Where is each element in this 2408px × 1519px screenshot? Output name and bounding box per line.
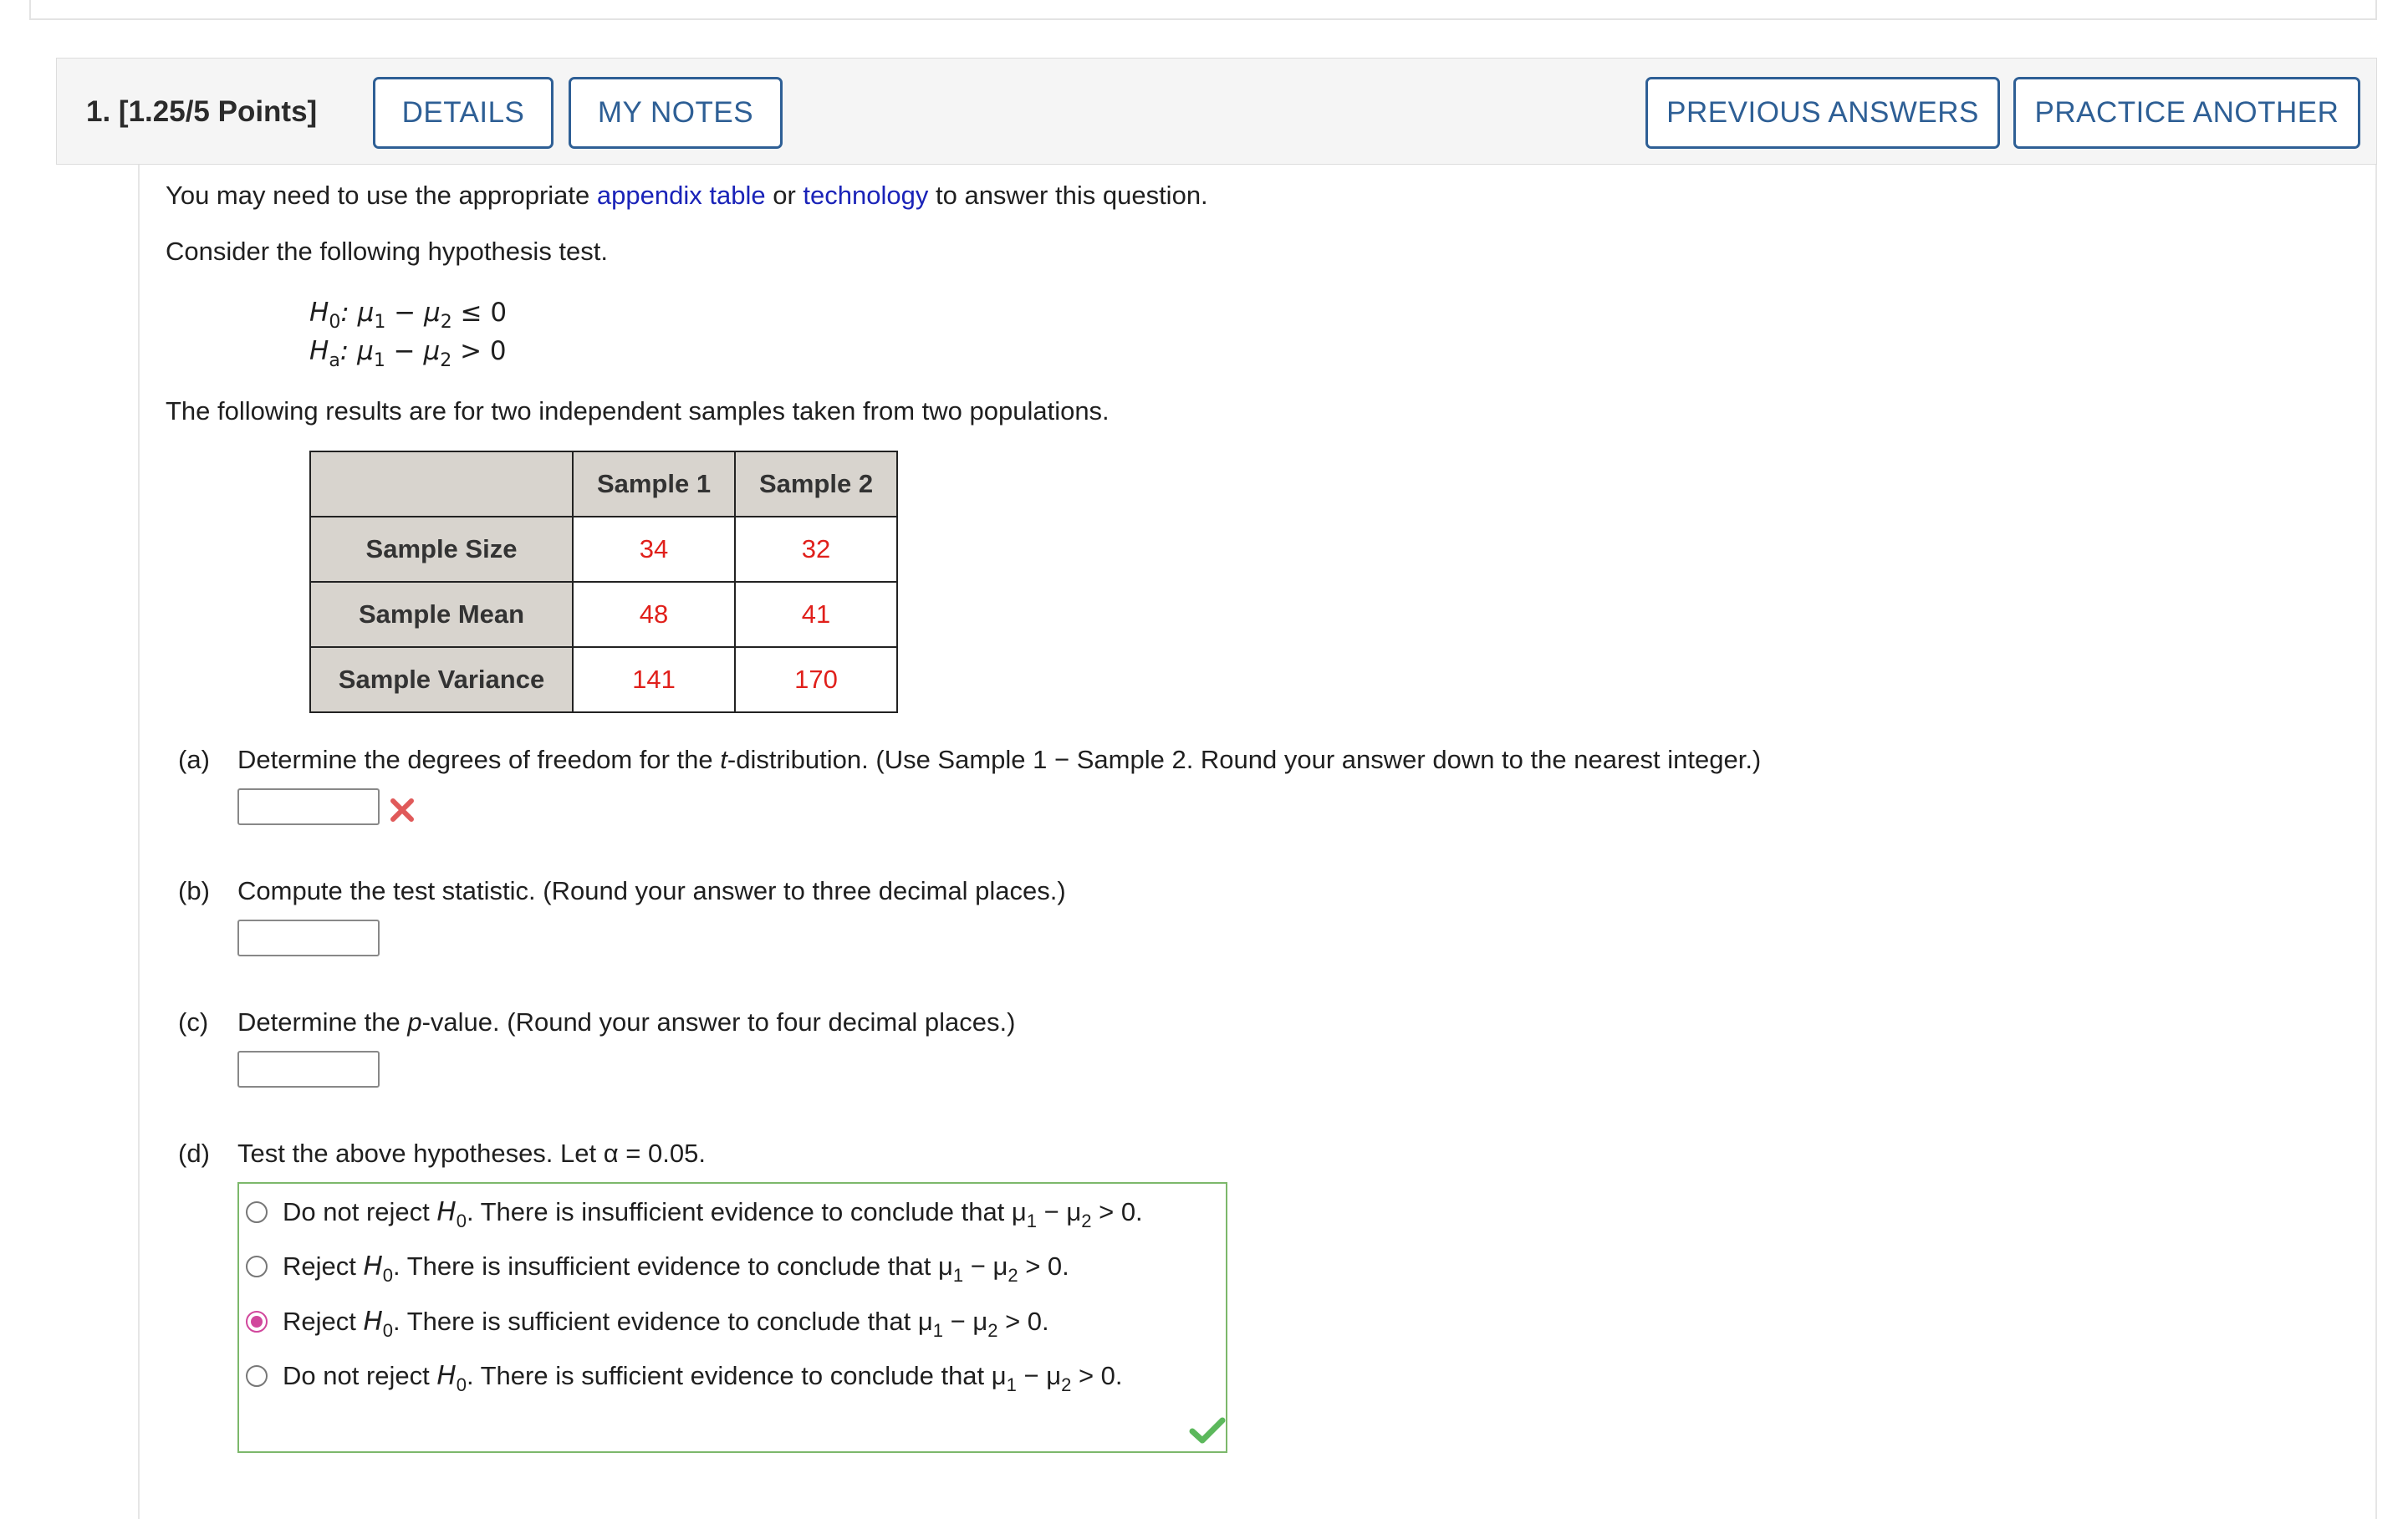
question-title: 1. [1.25/5 Points]: [86, 95, 318, 128]
column-header: Sample 1: [573, 451, 735, 517]
part-b-label: (b): [178, 876, 210, 905]
table-cell: 48: [573, 582, 735, 647]
results-text: The following results are for two independent samples taken from two populations.: [166, 396, 1110, 426]
intro-text: You may need to use the appropriate appendix table or technology to answer this question.: [166, 181, 1208, 210]
details-button[interactable]: DETAILS: [373, 77, 554, 149]
part-a-label: (a): [178, 745, 210, 774]
table-row: [310, 517, 897, 582]
part-c-input[interactable]: [237, 1051, 380, 1088]
radio-button-selected[interactable]: [246, 1311, 268, 1333]
part-c-label: (c): [178, 1007, 209, 1037]
table-cell: 141: [573, 647, 735, 712]
part-d-choices: Do not reject $H_0$. There is insufficient evidence to conclude that $\mu_1 - \mu_2 > 0$. Reject $H_0$. There is insufficient evidence to conclude that $\mu_1 - \mu_2 > 0$. Reject $H_0$. There is sufficient evidence to conclude that $\mu_1 - \mu_2 > 0$. Do not reject $H_0$. There is sufficient evidence to conclude that $\mu_1 - \mu_2 > 0$.: [237, 1182, 1227, 1453]
correct-check-icon: [1189, 1416, 1226, 1445]
table-row: [310, 647, 897, 712]
part-d-prompt: Test the above hypotheses. Let α = 0.05.: [237, 1139, 706, 1168]
previous-question-frame: [29, 0, 2377, 20]
question-header: [56, 58, 2377, 165]
practice-another-button[interactable]: PRACTICE ANOTHER: [2013, 77, 2360, 149]
null-hypothesis: $H_0$: $\mu_1 - \mu_2 \le 0$: [309, 298, 508, 333]
table-cell: 170: [735, 647, 897, 712]
table-cell: 32: [735, 517, 897, 582]
table-header-row: [310, 451, 897, 517]
part-a-prompt: Determine the degrees of freedom for the t-distribution. (Use Sample 1 − Sample 2. Round your answer down to the nearest integer.): [237, 745, 1762, 774]
technology-link[interactable]: technology: [803, 181, 929, 210]
radio-button[interactable]: [246, 1201, 268, 1223]
row-header: Sample Mean: [310, 582, 573, 647]
part-b-prompt: Compute the test statistic. (Round your answer to three decimal places.): [237, 876, 1066, 905]
row-header: Sample Variance: [310, 647, 573, 712]
part-d-label: (d): [178, 1139, 210, 1168]
sample-table: [309, 451, 898, 713]
table-cell: 41: [735, 582, 897, 647]
part-b-input[interactable]: [237, 920, 380, 956]
table-corner-cell: [310, 451, 573, 517]
table-row: [310, 582, 897, 647]
table-cell: 34: [573, 517, 735, 582]
appendix-table-link[interactable]: appendix table: [596, 181, 766, 210]
part-c-prompt: Determine the p-value. (Round your answer to four decimal places.): [237, 1007, 1016, 1037]
part-a-input[interactable]: [237, 788, 380, 825]
previous-answers-button[interactable]: PREVIOUS ANSWERS: [1645, 77, 2000, 149]
consider-text: Consider the following hypothesis test.: [166, 237, 609, 266]
radio-button[interactable]: [246, 1365, 268, 1387]
radio-button[interactable]: [246, 1256, 268, 1277]
alternative-hypothesis: $H_a$: $\mu_1 - \mu_2 > 0$: [309, 336, 507, 371]
row-header: Sample Size: [310, 517, 573, 582]
incorrect-x-icon: [388, 796, 416, 824]
column-header: Sample 2: [735, 451, 897, 517]
my-notes-button[interactable]: MY NOTES: [569, 77, 783, 149]
